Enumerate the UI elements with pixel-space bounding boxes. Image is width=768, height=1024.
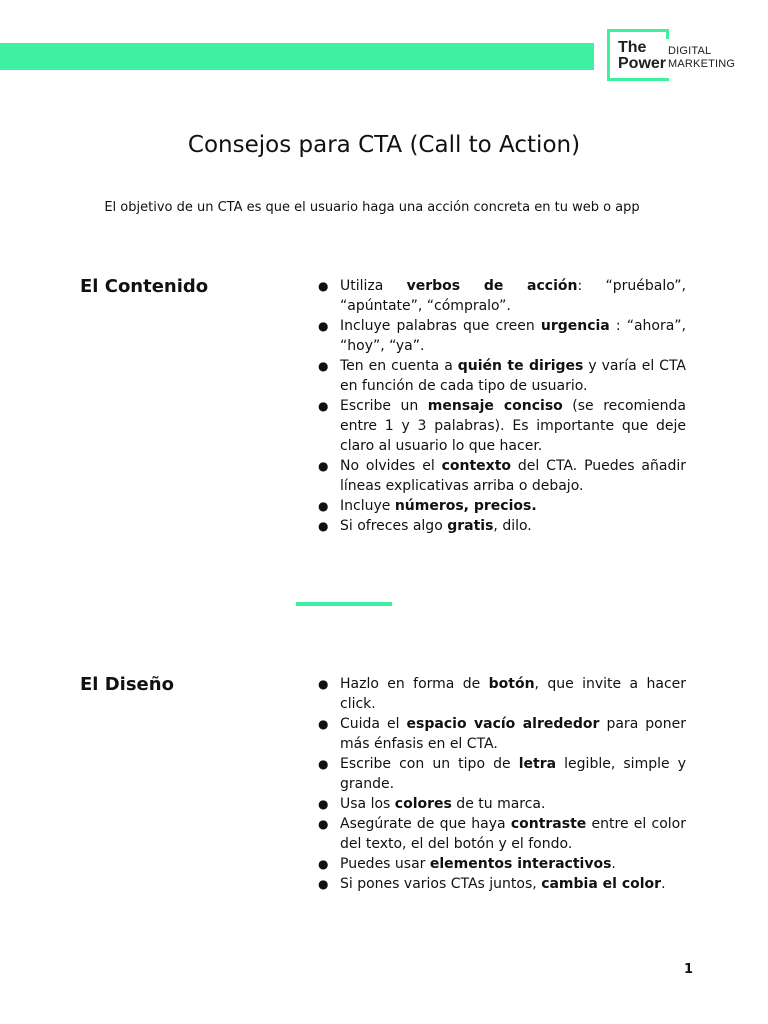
- bullet-text-bold: mensaje conciso: [427, 398, 563, 414]
- bullet-item: [316, 276, 686, 316]
- page-subtitle: El objetivo de un CTA es que el usuario haga una acción concreta en tu web o app: [104, 200, 640, 215]
- bullet-list-contenido: [316, 276, 686, 536]
- bullet-text: : “ahora”, “hoy”, “ya”.: [340, 318, 686, 354]
- bullet-text: No olvides el: [340, 458, 442, 474]
- bullet-item: [316, 356, 686, 396]
- bullet-text: Cuida el: [340, 716, 407, 732]
- bullet-dot-icon: ●: [318, 399, 329, 413]
- bullet-text: Si ofreces algo: [340, 518, 448, 534]
- bullet-item: [316, 714, 686, 754]
- bullet-item: [316, 794, 686, 814]
- bullet-text: Utiliza: [340, 278, 407, 294]
- bullet-text: Escribe un: [340, 398, 428, 414]
- logo-word-the: The: [618, 39, 647, 56]
- bullet-text: de tu marca.: [451, 796, 546, 812]
- bullet-dot-icon: ●: [318, 757, 329, 771]
- bullet-text-bold: colores: [394, 796, 452, 812]
- bullet-text: , que invite a hacer click.: [340, 676, 687, 712]
- bullet-text: : “pruébalo”, “apúntate”, “cómpralo”.: [340, 278, 686, 314]
- bullet-text-bold: verbos de acción: [406, 278, 578, 294]
- bullet-dot-icon: ●: [318, 459, 329, 473]
- section-title-diseno: El Diseño: [80, 674, 174, 695]
- bullet-dot-icon: ●: [318, 499, 329, 513]
- bullet-text-bold: cambia el color: [541, 876, 662, 892]
- bullet-text: y varía el CTA en función de cada tipo de usuario.: [340, 358, 686, 394]
- section-title-contenido: El Contenido: [80, 276, 209, 297]
- bullet-dot-icon: ●: [318, 817, 329, 831]
- bullet-text-bold: números, precios.: [394, 498, 537, 514]
- bullet-text-bold: espacio vacío alrededor: [406, 716, 600, 732]
- bullet-text: (se recomienda entre 1 y 3 palabras). Es importante que deje claro al usuario lo que hacer.: [340, 398, 686, 454]
- bullet-list-diseno: [316, 674, 686, 894]
- bullet-text-bold: letra: [518, 756, 557, 772]
- bullet-text: Usa los: [340, 796, 395, 812]
- bullet-text-bold: botón: [488, 676, 535, 692]
- bullet-text: Si pones varios CTAs juntos,: [340, 876, 542, 892]
- bullet-dot-icon: ●: [318, 857, 329, 871]
- bullet-item: [316, 854, 686, 874]
- bullet-item: [316, 396, 686, 456]
- bullet-dot-icon: ●: [318, 717, 329, 731]
- bullet-text: entre el color del texto, el del botón y el fondo.: [340, 816, 687, 852]
- bullet-text: .: [661, 876, 666, 892]
- bullet-dot-icon: ●: [318, 519, 329, 533]
- bullet-text: Incluye palabras que creen: [340, 318, 541, 334]
- bullet-text: Ten en cuenta a: [340, 358, 458, 374]
- bullet-dot-icon: ●: [318, 677, 329, 691]
- bullet-text: Hazlo en forma de: [340, 676, 489, 692]
- page-title: Consejos para CTA (Call to Action): [187, 132, 581, 158]
- bullet-dot-icon: ●: [318, 359, 329, 373]
- logo-sub-digital: DIGITAL: [668, 45, 712, 57]
- bullet-dot-icon: ●: [318, 319, 329, 333]
- bullet-text: Escribe con un tipo de: [340, 756, 519, 772]
- brand-logo: [607, 29, 735, 81]
- bullet-text: .: [611, 856, 616, 872]
- logo-word-power: Power: [618, 55, 667, 72]
- bullet-item: [316, 516, 686, 536]
- bullet-item: [316, 674, 686, 714]
- bullet-text-bold: contexto: [441, 458, 512, 474]
- bullet-text: Puedes usar: [340, 856, 430, 872]
- bullet-text-bold: elementos interactivos: [429, 856, 612, 872]
- bullet-text-bold: quién te diriges: [457, 358, 584, 374]
- bullet-text: legible, simple y grande.: [340, 756, 686, 792]
- bullet-item: [316, 754, 686, 794]
- bullet-text-bold: gratis: [447, 518, 494, 534]
- bullet-text: del CTA. Puedes añadir líneas explicativas arriba o debajo.: [340, 458, 686, 494]
- bullet-item: [316, 456, 686, 496]
- section-divider: [296, 602, 392, 606]
- bullet-dot-icon: ●: [318, 797, 329, 811]
- bullet-text: para poner más énfasis en el CTA.: [340, 716, 686, 752]
- page-number: 1: [684, 962, 694, 977]
- bullet-dot-icon: ●: [318, 877, 329, 891]
- bullet-item: [316, 496, 686, 516]
- bullet-dot-icon: ●: [318, 279, 329, 293]
- bullet-text: Incluye: [340, 498, 395, 514]
- logo-sub-marketing: MARKETING: [668, 58, 736, 70]
- header-accent-bar: [0, 43, 594, 70]
- bullet-item: [316, 874, 686, 894]
- bullet-text: Asegúrate de que haya: [340, 816, 511, 832]
- bullet-item: [316, 316, 686, 356]
- bullet-item: [316, 814, 686, 854]
- bullet-text: , dilo.: [493, 518, 532, 534]
- bullet-text-bold: urgencia: [540, 318, 610, 334]
- bullet-text-bold: contraste: [510, 816, 587, 832]
